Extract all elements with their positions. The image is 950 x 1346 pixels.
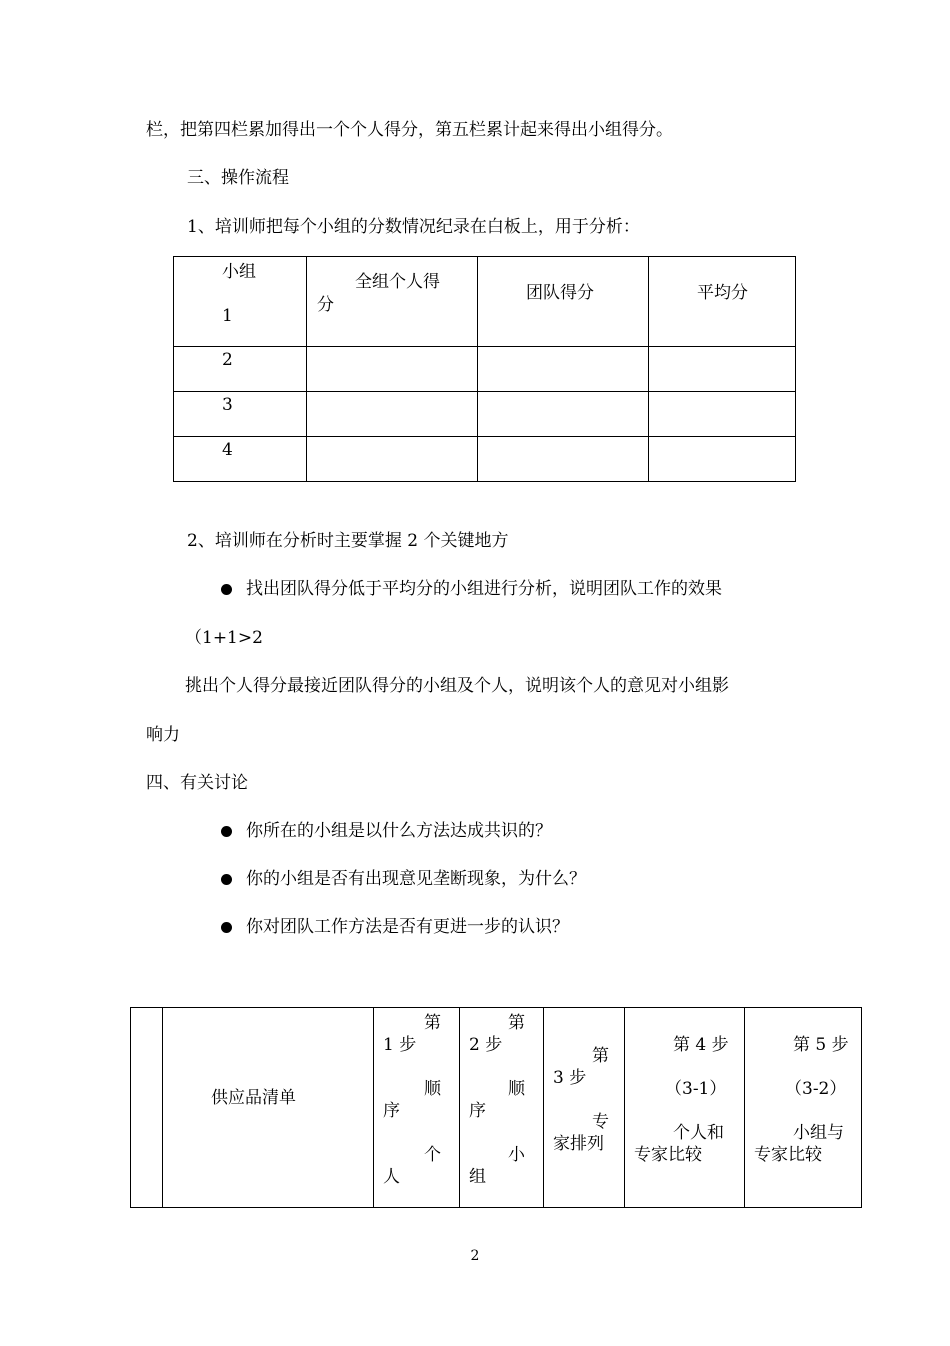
step-2-c: 顺 (508, 1079, 525, 1099)
table-cell (478, 437, 649, 482)
step-1-c: 顺 (424, 1079, 441, 1099)
step-1-d: 序 (383, 1101, 400, 1121)
step-4-c: 个人和 (673, 1123, 724, 1143)
header-team-label: 团队得分 (526, 283, 594, 303)
header-group-label: 小组 (222, 262, 256, 282)
table-cell (307, 392, 478, 437)
paragraph-step-2: 2、培训师在分析时主要掌握 2 个关键地方 (187, 531, 509, 551)
row-3-label: 3 (222, 395, 233, 415)
table-cell (131, 1008, 163, 1208)
step-1-cell (374, 1008, 460, 1208)
table-cell (307, 347, 478, 392)
table-cell (307, 437, 478, 482)
paragraph-pick: 挑出个人得分最接近团队得分的小组及个人，说明该个人的意见对小组影 (185, 676, 729, 696)
header-individual-a: 全组个人得 (355, 272, 440, 292)
table-cell (649, 392, 796, 437)
step-3-a: 第 (592, 1046, 609, 1066)
row-3-group (174, 392, 307, 437)
bullet-icon (221, 874, 232, 885)
step-2-e: 小 (508, 1145, 525, 1165)
bullet-item-2: 你所在的小组是以什么方法达成共识的？ (246, 821, 552, 841)
row-4-group (174, 437, 307, 482)
step-2-f: 组 (469, 1167, 486, 1187)
step-4-b: （3-1） (665, 1079, 727, 1099)
step-4-d: 专家比较 (634, 1145, 702, 1165)
step-1-b: 1 步 (383, 1035, 417, 1055)
bullet-icon (221, 826, 232, 837)
step-3-cell (544, 1008, 625, 1208)
step-5-a: 第 5 步 (793, 1035, 849, 1055)
step-2-b: 2 步 (469, 1035, 503, 1055)
table-cell (478, 347, 649, 392)
step-2-cell (460, 1008, 544, 1208)
step-2-d: 序 (469, 1101, 486, 1121)
table-cell (478, 392, 649, 437)
table-cell (649, 347, 796, 392)
step-4-a: 第 4 步 (673, 1035, 729, 1055)
supply-list-cell (163, 1008, 374, 1208)
header-team-score (478, 257, 649, 347)
paragraph-pick-cont: 响力 (146, 725, 180, 745)
paragraph-step-1: 1、培训师把每个小组的分数情况纪录在白板上，用于分析： (187, 217, 640, 237)
table-cell (649, 437, 796, 482)
step-1-f: 人 (383, 1167, 400, 1187)
step-1-e: 个 (424, 1145, 441, 1165)
bullet-item-3: 你的小组是否有出现意见垄断现象，为什么？ (246, 869, 586, 889)
header-group (174, 257, 307, 347)
step-3-d: 家排列 (553, 1134, 604, 1154)
step-5-b: （3-2） (785, 1079, 847, 1099)
step-2-a: 第 (508, 1013, 525, 1033)
step-3-c: 专 (592, 1112, 609, 1132)
supply-table (130, 1007, 862, 1208)
step-5-c: 小组与 (793, 1123, 844, 1143)
paragraph-formula: （1+1>2 (185, 628, 263, 648)
step-1-a: 第 (424, 1013, 441, 1033)
score-table (173, 256, 796, 482)
section-heading-4: 四、有关讨论 (146, 773, 248, 793)
step-5-cell (745, 1008, 862, 1208)
row-2-label: 2 (222, 350, 233, 370)
step-4-cell (625, 1008, 745, 1208)
bullet-item-4: 你对团队工作方法是否有更进一步的认识？ (246, 917, 569, 937)
step-3-b: 3 步 (553, 1068, 587, 1088)
bullet-icon (221, 922, 232, 933)
row-2-group (174, 347, 307, 392)
page-number: 2 (470, 1248, 480, 1264)
bullet-item-1: 找出团队得分低于平均分的小组进行分析，说明团队工作的效果 (246, 579, 722, 599)
header-average (649, 257, 796, 347)
header-group-num: 1 (222, 306, 233, 326)
bullet-icon (221, 584, 232, 595)
paragraph-1: 栏，把第四栏累加得出一个个人得分，第五栏累计起来得出小组得分。 (146, 120, 673, 140)
header-individual-b: 分 (317, 295, 334, 315)
section-heading-3: 三、操作流程 (187, 168, 289, 188)
step-5-d: 专家比较 (754, 1145, 822, 1165)
header-individual-score (307, 257, 478, 347)
supply-list-label: 供应品清单 (211, 1088, 296, 1108)
row-4-label: 4 (222, 440, 233, 460)
header-average-label: 平均分 (697, 283, 748, 303)
